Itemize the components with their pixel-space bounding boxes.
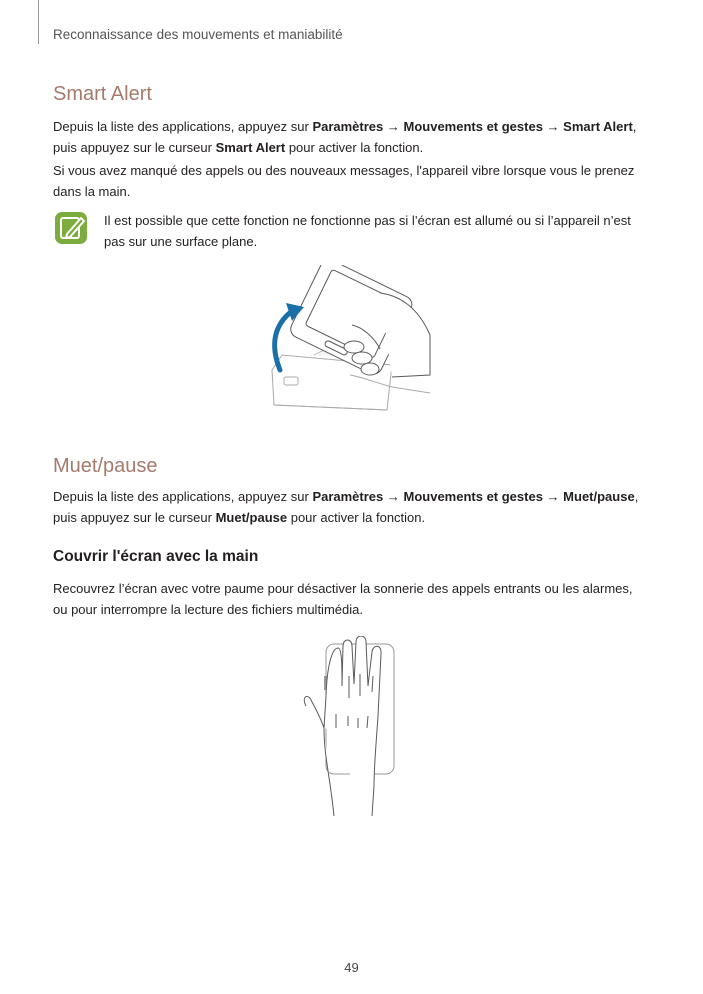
- lift-arrow: [275, 311, 292, 370]
- pencil-note-icon: [55, 212, 87, 244]
- text: pour activer la fonction.: [285, 140, 424, 155]
- mute-pause-title: Muet/pause: [53, 455, 158, 477]
- mute-pause-instructions: [53, 486, 653, 528]
- cover-screen-subtitle: Couvrir l'écran avec la main: [53, 548, 259, 565]
- pickup-phone-illustration: [262, 265, 442, 415]
- menu-path-mute-pause: Muet/pause: [563, 489, 635, 504]
- text: puis appuyez sur le curseur: [53, 510, 216, 525]
- note-line-2: pas sur une surface plane.: [104, 234, 258, 249]
- menu-path-motions: Mouvements et gestes: [403, 119, 543, 134]
- description-line-2: ou pour interrompre la lecture des fichiers multimédia.: [53, 602, 363, 617]
- switch-name: Smart Alert: [215, 140, 286, 155]
- text: Depuis la liste des applications, appuyez sur: [53, 119, 313, 134]
- menu-path-motions: Mouvements et gestes: [403, 489, 543, 504]
- smart-alert-note: [104, 210, 664, 252]
- arrow-separator: →: [383, 489, 404, 504]
- text: pour activer la fonction.: [287, 510, 426, 525]
- arrow-separator: →: [542, 119, 564, 134]
- description-line-1: Recouvrez l’écran avec votre paume pour désactiver la sonnerie des appels entrants ou les alarmes,: [53, 581, 633, 596]
- description-line-1: Si vous avez manqué des appels ou des nouveaux messages, l'appareil vibre lorsque vous le prenez: [53, 163, 635, 178]
- text: puis appuyez sur le curseur: [53, 140, 216, 155]
- smart-alert-description: [53, 160, 653, 202]
- smart-alert-instructions: [53, 116, 653, 158]
- menu-path-smart-alert: Smart Alert: [563, 119, 633, 134]
- running-header: Reconnaissance des mouvements et maniabilité: [53, 27, 343, 42]
- note-line-1: Il est possible que cette fonction ne fonctionne pas si l’écran est allumé ou si l’appareil n’est: [104, 213, 631, 228]
- instructions-line-1: [53, 486, 653, 507]
- page-number: 49: [344, 960, 359, 975]
- text: ,: [634, 489, 639, 504]
- menu-path-settings: Paramètres: [312, 489, 384, 504]
- arrow-separator: →: [383, 119, 404, 134]
- instructions-line-1: [53, 116, 653, 137]
- menu-path-settings: Paramètres: [312, 119, 384, 134]
- header-rule: [38, 0, 39, 44]
- instructions-line-2: [53, 137, 653, 158]
- text: Depuis la liste des applications, appuyez sur: [53, 489, 313, 504]
- text: ,: [632, 119, 637, 134]
- arrow-separator: →: [542, 489, 564, 504]
- switch-name: Muet/pause: [215, 510, 288, 525]
- palm-cover-illustration: [300, 636, 410, 816]
- instructions-line-2: [53, 507, 653, 528]
- cover-screen-description: [53, 578, 653, 620]
- smart-alert-title: Smart Alert: [53, 83, 152, 105]
- description-line-2: dans la main.: [53, 184, 131, 199]
